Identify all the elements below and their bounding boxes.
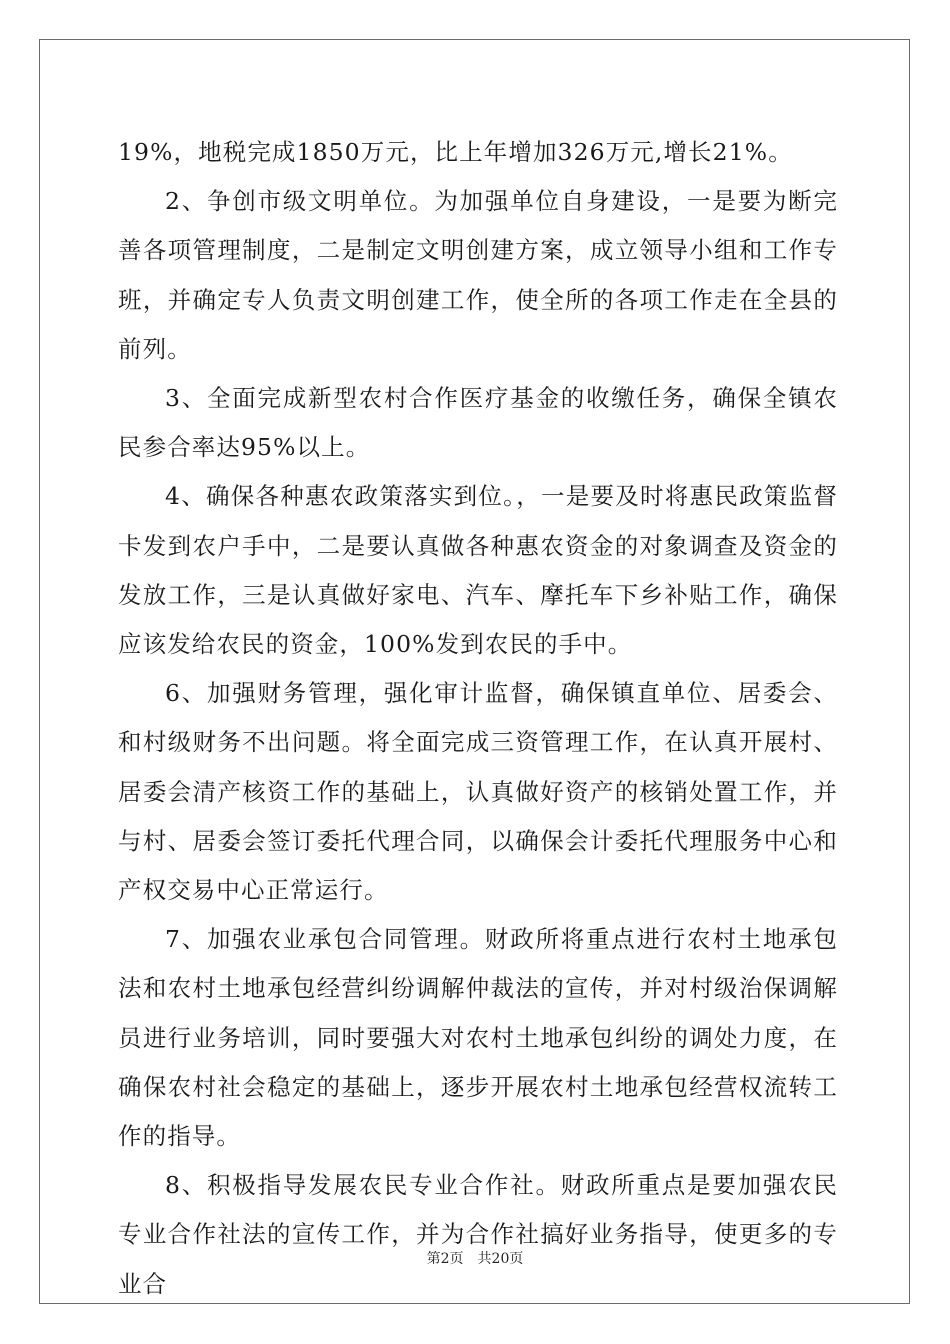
paragraph-8: 8、积极指导发展农民专业合作社。财政所重点是要加强农民专业合作社法的宣传工作，并为合作社搞好业务指导，使更多的专业合 [118,1171,838,1298]
paragraph-4: 4、确保各种惠农政策落实到位。，一是要及时将惠民政策监督卡发到农户手中，二是要认真做各种惠农资金的对象调查及资金的发放工作，三是认真做好家电、汽车、摩托车下乡补贴工作，确保应该发给农民的资金，100%发到农民的手中。 [118,482,838,659]
page-number: 第2页 [426,1251,464,1267]
document-body [118,128,838,1309]
paragraph-7: 7、加强农业承包合同管理。财政所将重点进行农村土地承包法和农村土地承包经营纠纷调解仲裁法的宣传，并对村级治保调解员进行业务培训，同时要强大对农村土地承包纠纷的调处力度，在确保农村社会稳定的基础上，逐步开展农村土地承包经营权流转工作的指导。 [118,925,838,1151]
page-footer [0,1248,950,1268]
paragraph-1: 19%，地税完成1850万元，比上年增加326万元,增长21%。 [118,138,793,166]
paragraph-3: 3、全面完成新型农村合作医疗基金的收缴任务，确保全镇农民参合率达95%以上。 [118,384,838,462]
page-total: 共20页 [477,1251,524,1267]
paragraph-6: 6、加强财务管理，强化审计监督，确保镇直单位、居委会、和村级财务不出问题。将全面完成三资管理工作，在认真开展村、居委会清产核资工作的基础上，认真做好资产的核销处置工作，并与村、居委会签订委托代理合同，以确保会计委托代理服务中心和产权交易中心正常运行。 [118,679,838,905]
paragraph-2: 2、争创市级文明单位。为加强单位自身建设，一是要为断完善各项管理制度，二是制定文明创建方案，成立领导小组和工作专班，并确定专人负责文明创建工作，使全所的各项工作走在全县的前列。 [118,187,838,363]
